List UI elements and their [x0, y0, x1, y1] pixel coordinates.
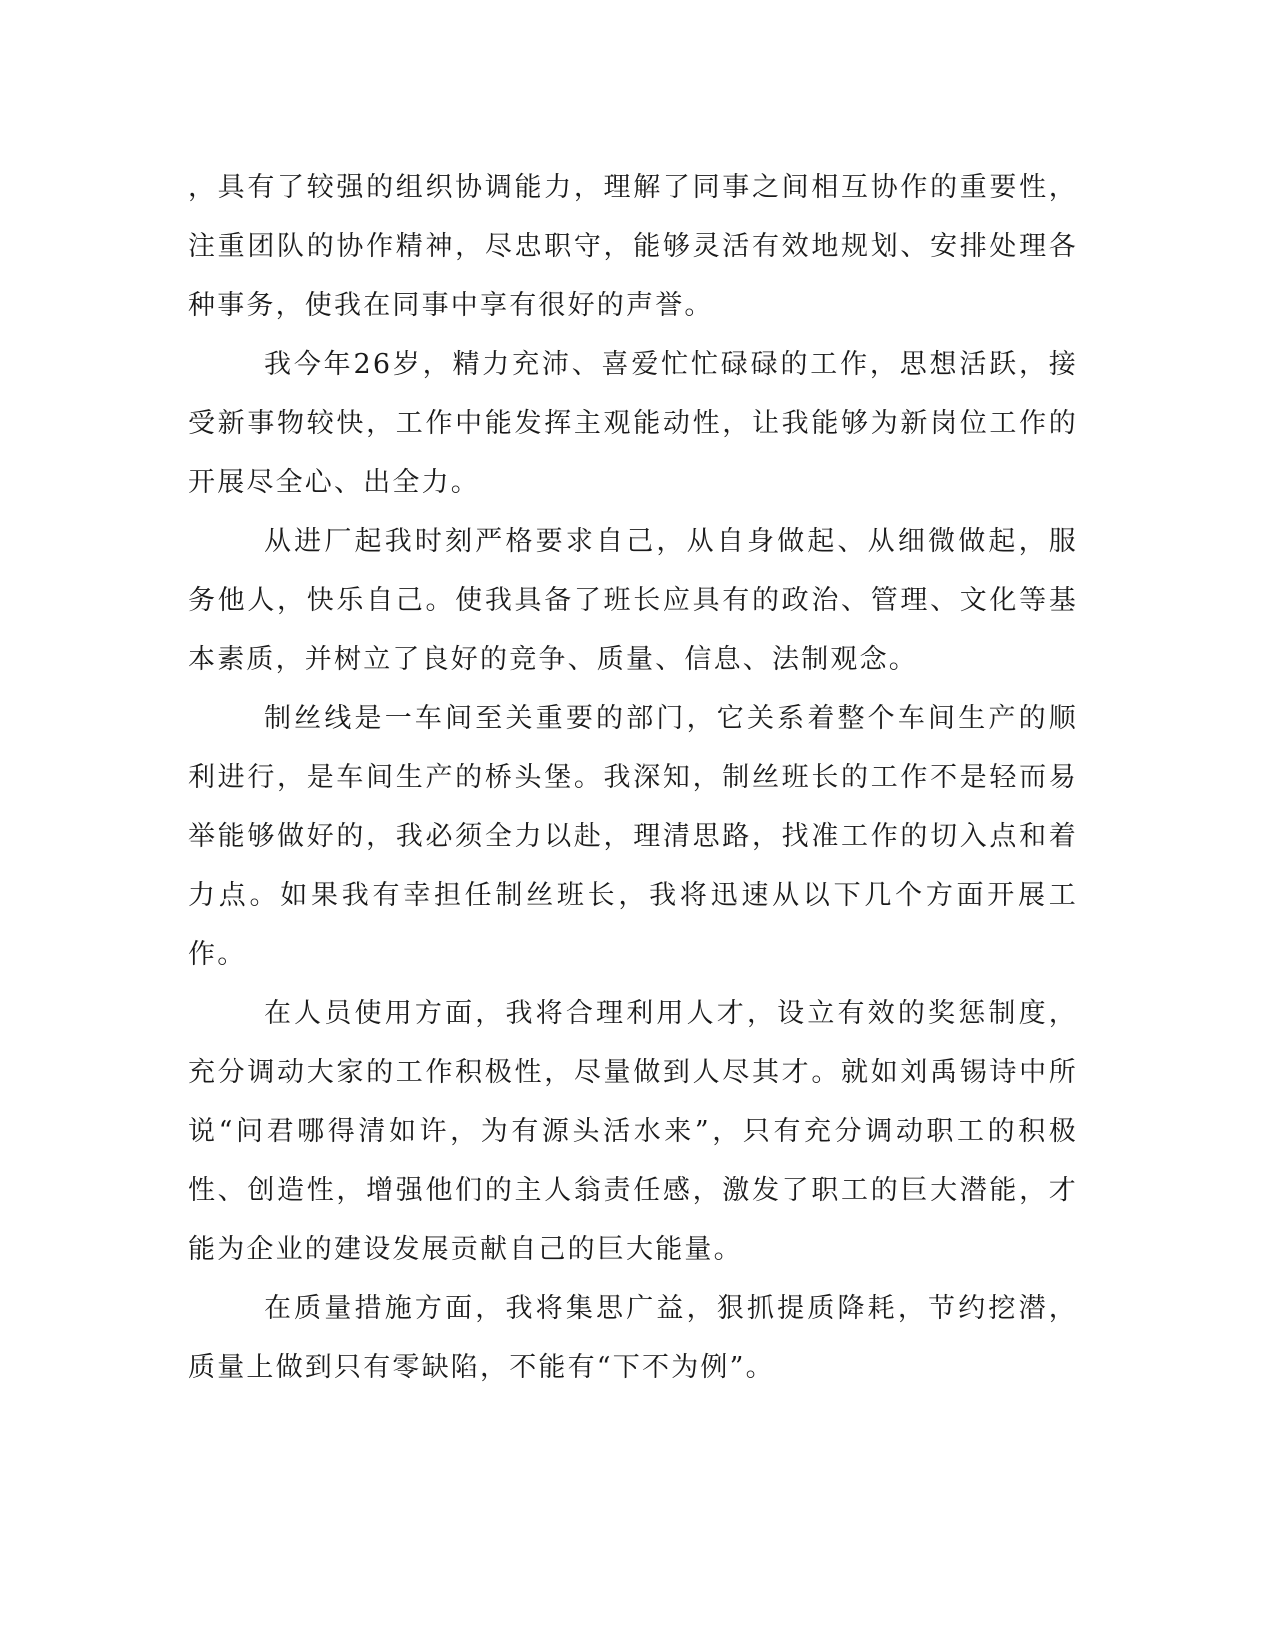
- document-body: [188, 158, 1078, 1397]
- paragraph-continuation: ，具有了较强的组织协调能力，理解了同事之间相互协作的重要性，注重团队的协作精神，尽忠职守，能够灵活有效地规划、安排处理各种事务，使我在同事中享有很好的声誉。: [188, 172, 1078, 321]
- paragraph-department: 制丝线是一车间至关重要的部门，它关系着整个车间生产的顺利进行，是车间生产的桥头堡。我深知，制丝班长的工作不是轻而易举能够做好的，我必须全力以赴，理清思路，找准工作的切入点和着力点。如果我有幸担任制丝班长，我将迅速从以下几个方面开展工作。: [188, 703, 1078, 970]
- paragraph-age: 我今年26岁，精力充沛、喜爱忙忙碌碌的工作，思想活跃，接受新事物较快，工作中能发挥主观能动性，让我能够为新岗位工作的开展尽全心、出全力。: [188, 349, 1078, 498]
- paragraph-discipline: 从进厂起我时刻严格要求自己，从自身做起、从细微做起，服务他人，快乐自己。使我具备了班长应具有的政治、管理、文化等基本素质，并树立了良好的竞争、质量、信息、法制观念。: [188, 526, 1078, 675]
- paragraph-personnel: 在人员使用方面，我将合理利用人才，设立有效的奖惩制度，充分调动大家的工作积极性，尽量做到人尽其才。就如刘禹锡诗中所说“问君哪得清如许，为有源头活水来”，只有充分调动职工的积极性、创造性，增强他们的主人翁责任感，激发了职工的巨大潜能，才能为企业的建设发展贡献自己的巨大能量。: [188, 998, 1078, 1265]
- paragraph-quality: 在质量措施方面，我将集思广益，狠抓提质降耗，节约挖潜，质量上做到只有零缺陷，不能有“下不为例”。: [188, 1293, 1078, 1383]
